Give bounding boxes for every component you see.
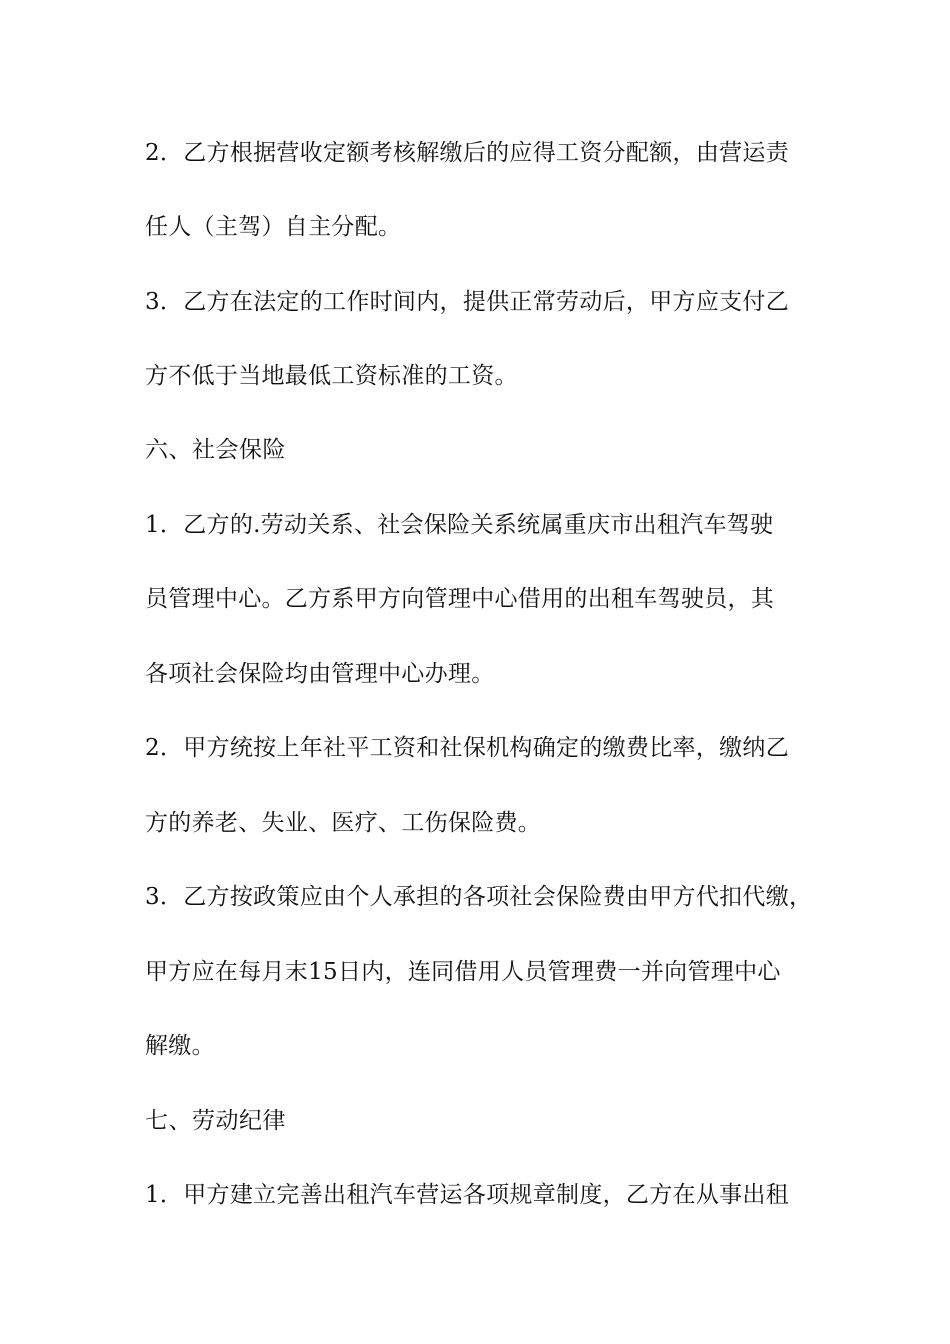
paragraph-line: 解缴。 xyxy=(145,1033,215,1059)
paragraph-line: 3．乙方按政策应由个人承担的各项社会保险费由甲方代扣代缴， xyxy=(145,884,813,910)
paragraph-line: 各项社会保险均由管理中心办理。 xyxy=(145,661,495,687)
paragraph-line: 1．甲方建立完善出租汽车营运各项规章制度，乙方在从事出租 xyxy=(145,1182,790,1208)
paragraph-line: 1．乙方的.劳动关系、社会保险关系统属重庆市出租汽车驾驶 xyxy=(145,512,774,538)
paragraph-line: 任人（主驾）自主分配。 xyxy=(145,214,402,240)
paragraph-line: 2．乙方根据营收定额考核解缴后的应得工资分配额，由营运责 xyxy=(145,140,790,166)
paragraph-line: 方的养老、失业、医疗、工伤保险费。 xyxy=(145,810,542,836)
section-heading: 六、社会保险 xyxy=(145,437,286,463)
section-heading: 七、劳动纪律 xyxy=(145,1108,286,1134)
paragraph-line: 方不低于当地最低工资标准的工资。 xyxy=(145,363,518,389)
paragraph-line: 3．乙方在法定的工作时间内，提供正常劳动后，甲方应支付乙 xyxy=(145,289,790,315)
paragraph-line: 甲方应在每月末15日内，连同借用人员管理费一并向管理中心 xyxy=(145,959,781,985)
paragraph-line: 员管理中心。乙方系甲方向管理中心借用的出租车驾驶员，其 xyxy=(145,586,775,612)
paragraph-line: 2．甲方统按上年社平工资和社保机构确定的缴费比率，缴纳乙 xyxy=(145,735,790,761)
